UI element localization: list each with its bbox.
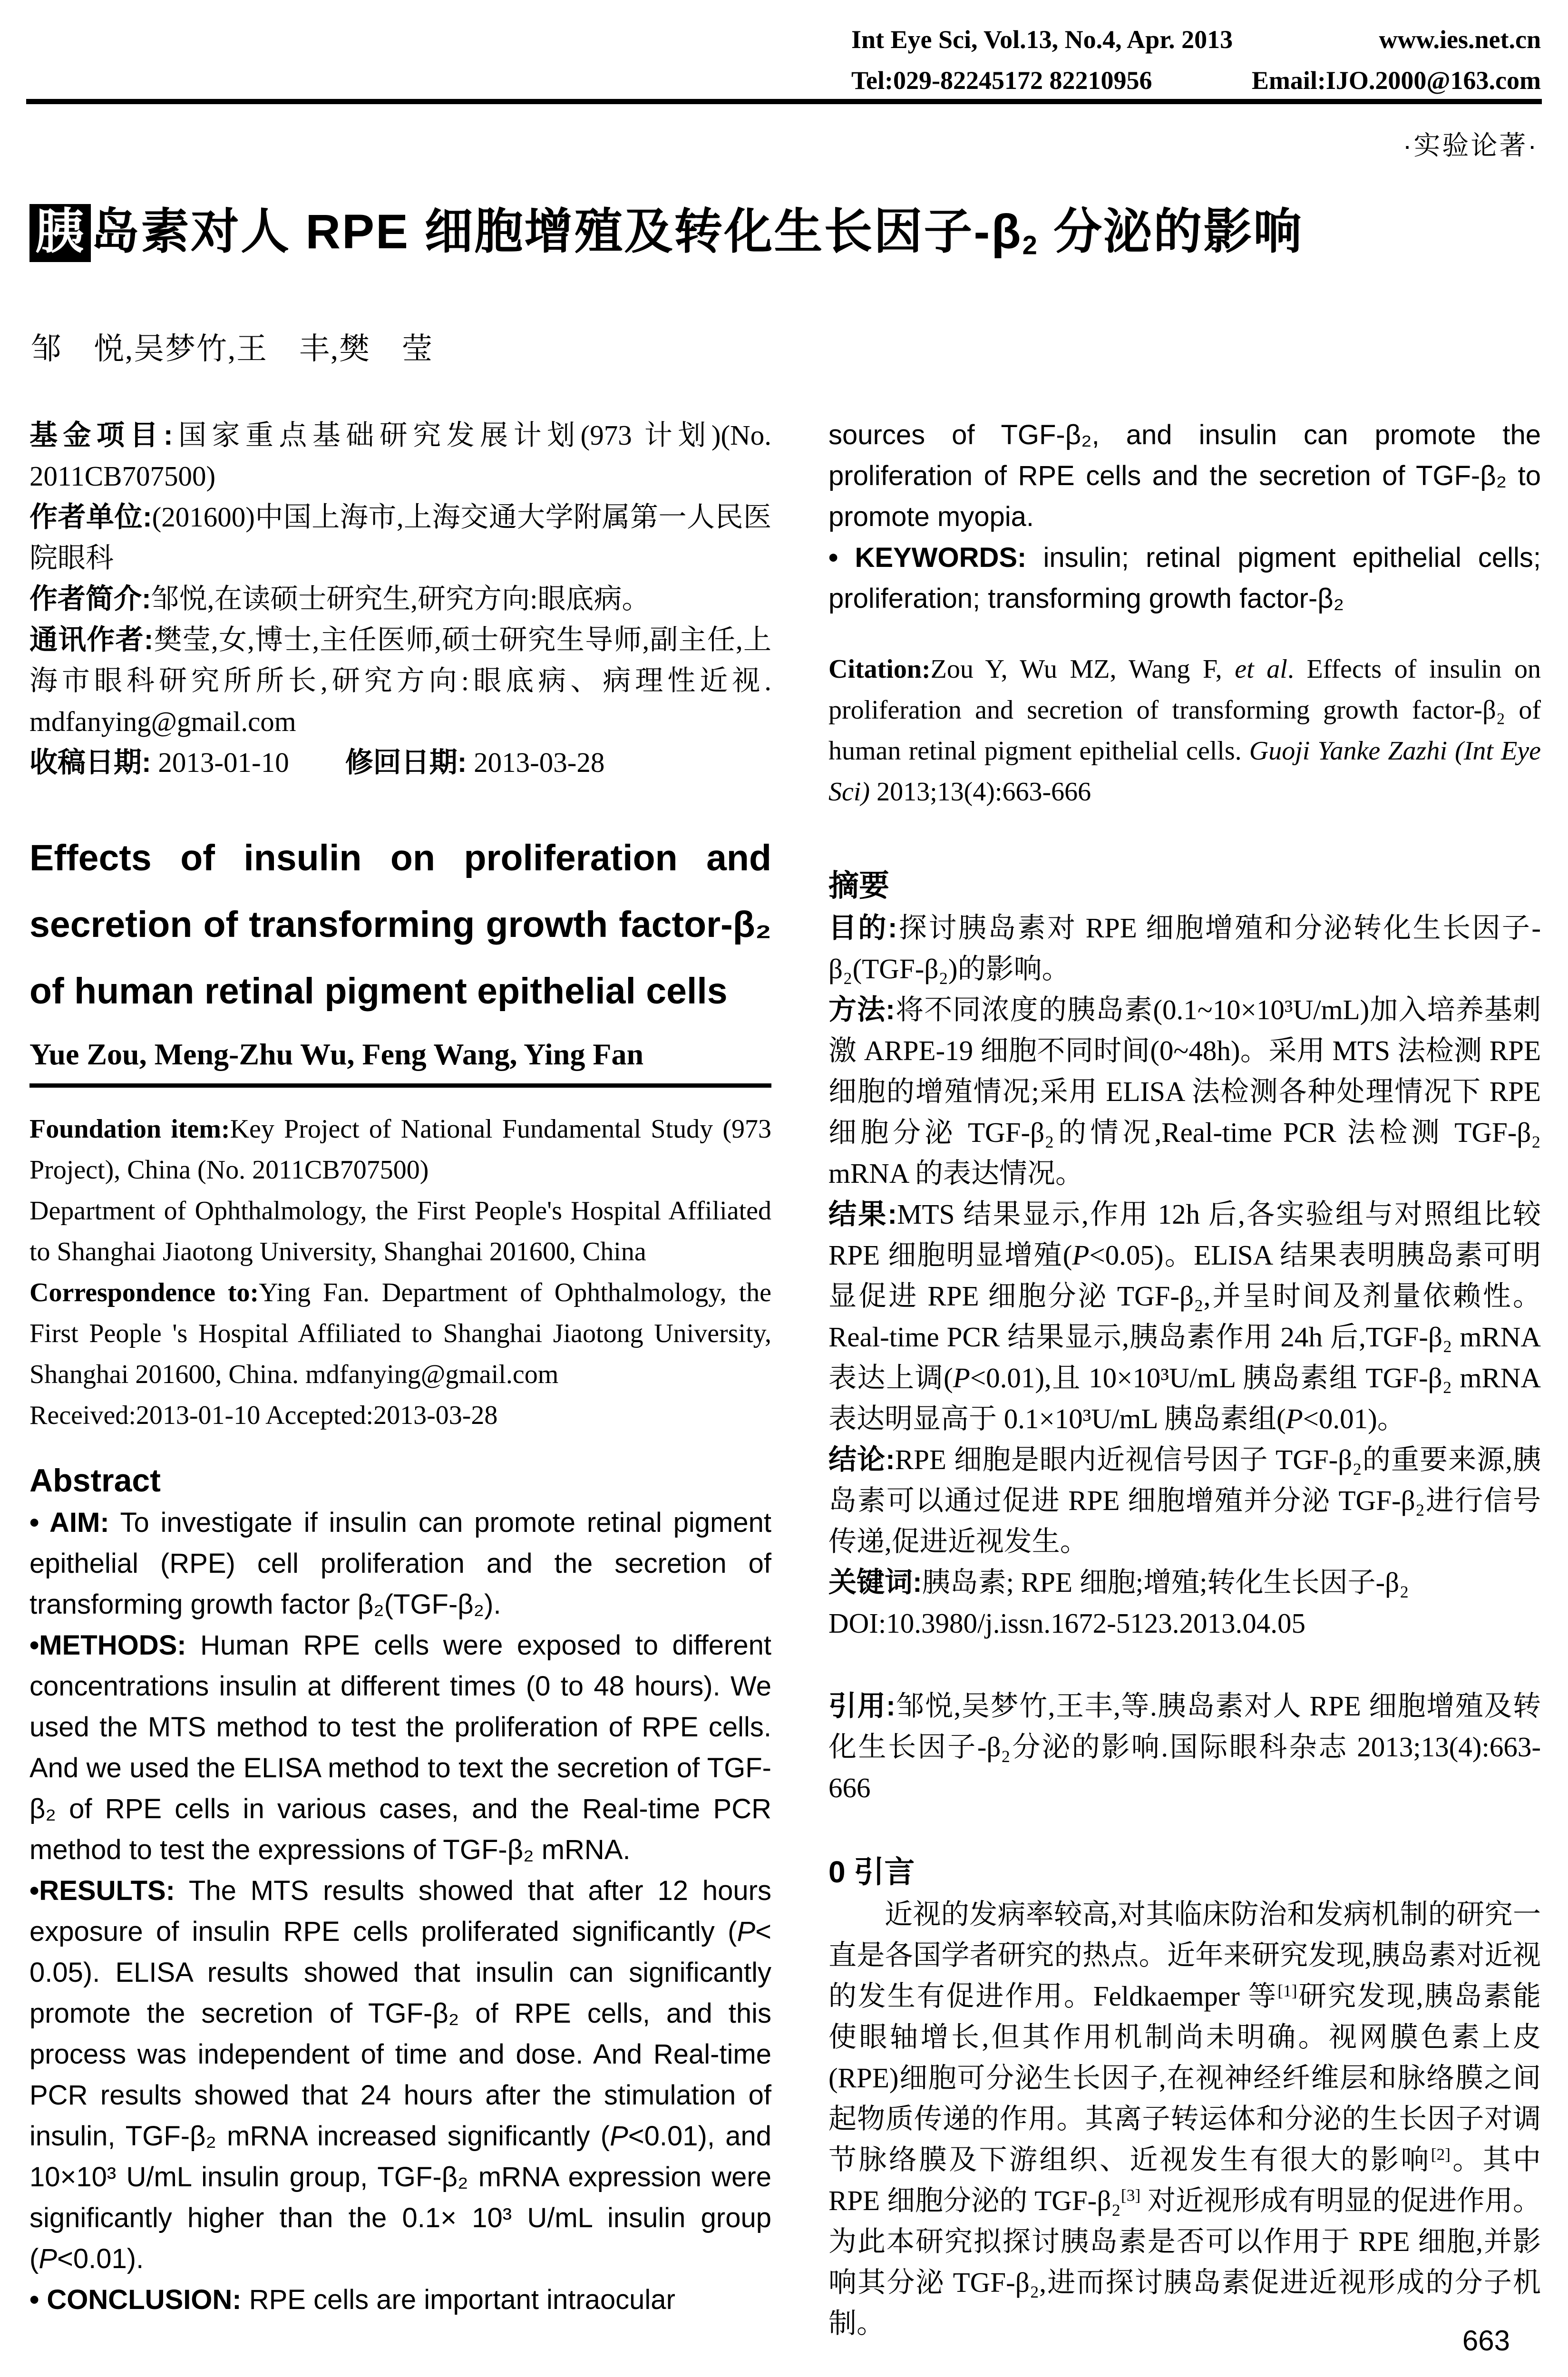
text-segment: P — [1072, 1239, 1090, 1271]
paragraph — [828, 989, 1541, 1194]
text-segment: RPE 细胞是眼内近视信号因子 TGF-β₂的重要来源,胰岛素可以通过促进 RPE 细胞增殖并分泌 TGF-β₂进行信号传递,促进近视发生。 — [828, 1444, 1541, 1557]
text-segment: 胰岛素; RPE 细胞;增殖;转化生长因子-β₂ — [922, 1567, 1409, 1598]
page-number: 663 — [1462, 2325, 1510, 2357]
text-segment: et al — [1235, 654, 1287, 684]
text-segment: 引用: — [828, 1690, 896, 1722]
text-segment: 岛素对人 RPE 细胞增殖及转化生长因子-β — [91, 205, 1023, 259]
text-segment: •METHODS: — [29, 1630, 186, 1661]
citation-cn — [828, 1685, 1541, 1808]
text-segment: DOI:10.3980/j.issn.1672-5123.2013.04.05 — [828, 1607, 1305, 1639]
article-authors-en: Yue Zou, Meng-Zhu Wu, Feng Wang, Ying Fan — [29, 1037, 644, 1071]
paragraph — [29, 1502, 771, 1625]
paragraph — [828, 1562, 1541, 1603]
fund-info-block — [29, 415, 771, 783]
journal-website: www.ies.net.cn — [1379, 25, 1541, 54]
text-segment: 研究发现,胰岛素能使眼轴增长,但其作用机制尚未明确。视网膜色素上皮(RPE)细胞可分泌生长因子,在视神经纤维层和脉络膜之间起物质传递的作用。其离子转运体和分泌的生长因子对调节脉络膜及下游组织、近视发生有很大的影响 — [828, 1980, 1541, 2175]
article-authors-cn: 邹 悦,吴梦竹,王 丰,樊 莹 — [31, 332, 433, 366]
text-segment: P — [953, 1362, 970, 1393]
text-segment: Received:2013-01-10 Accepted:2013-03-28 — [29, 1401, 498, 1430]
article-type-label: ·实验论著· — [1402, 130, 1539, 160]
text-segment: Correspondence to: — [29, 1278, 259, 1307]
text-segment: [3] — [1120, 2185, 1141, 2205]
journal-volume-info: Int Eye Sci, Vol.13, No.4, Apr. 2013 — [851, 25, 1233, 54]
text-segment: Human RPE cells were exposed to different concentrations insulin at different times (0 to 48 hours). We used the MTS method to test the proliferation of RPE cells. And we used the ELISA method to text the secretion of TGF-β₂ of RPE cells in various cases, and the Real-time PCR method to test the expressions of TGF-β₂ mRNA. — [29, 1630, 771, 1865]
text-segment: <0.01), and 10×10³ U/mL insulin group, TGF-β₂ mRNA expression were significantly higher than the 0.1× 10³ U/mL insulin group ( — [29, 2121, 771, 2274]
text-segment: To investigate if insulin can promote retinal pigment epithelial (RPE) cell proliferation and the secretion of transforming growth factor β₂(TGF-β₂). — [29, 1507, 771, 1620]
journal-email: Email:IJO.2000@163.com — [1251, 66, 1541, 95]
text-segment: sources of TGF-β₂, and insulin can promote the proliferation of RPE cells and the secretion of TGF-β₂ to promote myopia. — [828, 419, 1541, 532]
text-segment: 2013-03-28 — [467, 747, 605, 778]
text-segment: 2 — [1022, 230, 1039, 260]
text-segment: • CONCLUSION: — [29, 2284, 242, 2315]
text-segment: Key Project of National Fundamental Study (973 Project), China (No. 2011CB707500) — [29, 1114, 771, 1185]
text-segment: 邹悦,在读硕士研究生,研究方向:眼底病。 — [151, 583, 650, 614]
text-segment: 2013;13(4):663-666 — [870, 777, 1091, 807]
left-column — [29, 415, 771, 2320]
abstract-body — [29, 1502, 771, 2320]
text-segment: 近视的发病率较高,对其临床防治和发病机制的研究一直是各国学者研究的热点。近年来研究发现,胰岛素对近视的发生有促进作用。Feldkaemper 等 — [828, 1899, 1541, 2012]
text-segment: RPE cells are important intraocular — [241, 2284, 675, 2315]
text-segment: 结论: — [828, 1444, 895, 1475]
text-segment: MTS 结果显示,作用 12h 后,各实验组与对照组比较 RPE 细胞明显增殖( — [828, 1198, 1541, 1271]
text-segment: P — [1286, 1403, 1303, 1434]
paragraph — [828, 537, 1541, 619]
text-segment: 目的: — [828, 912, 897, 944]
paragraph — [29, 1625, 771, 1870]
text-segment: 分泌的影响 — [1038, 205, 1304, 259]
text-segment: 基金项目: — [29, 419, 173, 451]
text-segment: 通讯作者: — [29, 624, 154, 655]
journal-telephone: Tel:029-82245172 82210956 — [851, 66, 1152, 95]
journal-header — [851, 19, 1541, 101]
text-segment: P — [610, 2121, 628, 2152]
text-segment: 结果: — [828, 1198, 897, 1230]
right-column — [828, 415, 1541, 2344]
intro-heading: 0 引言 — [828, 1855, 915, 1889]
text-segment: <0.01). — [57, 2243, 144, 2274]
abstract-continuation — [828, 415, 1541, 619]
text-segment: . Effects of insulin on proliferation and secretion of transforming growth factor-β₂ of human retinal pigment epithelial cells. — [828, 654, 1541, 766]
text-segment: [1] — [1277, 1981, 1297, 2000]
text-segment: <0.01),且 10×10³U/mL 胰岛素组 TGF-β₂ mRNA 表达明显高于 0.1×10³U/mL 胰岛素组( — [828, 1362, 1541, 1434]
column-divider-rule — [29, 1083, 771, 1088]
text-segment: 对近视形成有明显的促进作用。为此本研究拟探讨胰岛素是否可以作用于 RPE 细胞,并影响其分泌 TGF-β₂,进而探讨胰岛素促进近视形成的分子机制。 — [828, 2185, 1541, 2339]
paragraph — [29, 1395, 771, 1436]
paragraph — [29, 742, 771, 783]
text-segment: 探讨胰岛素对 RPE 细胞增殖和分泌转化生长因子-β₂(TGF-β₂)的影响。 — [828, 912, 1541, 984]
text-segment: Foundation item: — [29, 1114, 230, 1144]
text-segment: <0.01)。 — [1303, 1403, 1405, 1434]
text-segment: 2013-01-10 — [151, 747, 345, 778]
abstract-cn-heading: 摘要 — [828, 868, 889, 903]
text-segment: Department of Ophthalmology, the First People's Hospital Affiliated to Shanghai Jiaotong University, Shanghai 201600, China — [29, 1196, 771, 1266]
text-segment: < 0.05). ELISA results showed that insulin can significantly promote the secretion of TGF-β₂ of RPE cells, and this process was independent of time and dose. And Real-time PCR results showed that 24 hours after the stimulation of insulin, TGF-β₂ mRNA increased significantly ( — [29, 1916, 771, 2152]
paragraph — [29, 578, 771, 619]
text-segment: 作者单位: — [29, 501, 152, 533]
text-segment: •RESULTS: — [29, 1875, 175, 1906]
foundation-info-block — [29, 1109, 771, 1436]
journal-info-line — [851, 19, 1541, 60]
text-segment: • KEYWORDS: — [828, 542, 1027, 573]
paragraph — [29, 2280, 771, 2320]
paragraph — [29, 1272, 771, 1395]
paragraph — [828, 1894, 1541, 2344]
text-segment: 邹悦,吴梦竹,王丰,等.胰岛素对人 RPE 细胞增殖及转化生长因子-β₂分泌的影响.国际眼科杂志 2013;13(4):663-666 — [828, 1690, 1541, 1803]
text-segment: 国家重点基础研究发展计划(973 计划)(No. 2011CB707500) — [29, 419, 771, 492]
text-segment: Ying Fan. Department of Ophthalmology, the First People 's Hospital Affiliated to Shanghai Jiaotong University, Shanghai 201600, China. mdfanying@gmail.com — [29, 1278, 772, 1389]
paragraph — [828, 1603, 1541, 1644]
article-title-cn — [29, 196, 1542, 267]
paragraph — [828, 415, 1541, 537]
text-segment: 将不同浓度的胰岛素(0.1~10×10³U/mL)加入培养基刺激 ARPE-19 细胞不同时间(0~48h)。采用 MTS 法检测 RPE 细胞的增殖情况;采用 ELISA 法检测各种处理情况下 RPE 细胞分泌 TGF-β₂的情况,Real-time PCR 法检测 TGF-β₂ mRNA 的表达情况。 — [828, 994, 1541, 1189]
text-segment: Citation: — [828, 654, 931, 684]
text-segment: 胰 — [29, 204, 91, 262]
citation-en — [828, 649, 1541, 812]
text-segment: Zou Y, Wu MZ, Wang F, — [930, 654, 1235, 684]
text-segment: 修回日期: — [345, 747, 467, 778]
text-segment: insulin; retinal pigment epithelial cells; proliferation; transforming growth factor-β₂ — [828, 542, 1541, 614]
text-segment: 收稿日期: — [29, 747, 151, 778]
paragraph — [29, 1190, 771, 1272]
paragraph — [29, 497, 771, 578]
abstract-cn-body — [828, 907, 1541, 1644]
text-segment: <0.05)。ELISA 结果表明胰岛素可明显促进 RPE 细胞分泌 TGF-β₂,并呈时间及剂量依赖性。Real-time PCR 结果显示,胰岛素作用 24h 后,TGF-β₂ mRNA 表达上调( — [828, 1239, 1541, 1393]
text-segment: P — [39, 2243, 58, 2274]
paragraph — [29, 1109, 771, 1190]
text-segment: (201600)中国上海市,上海交通大学附属第一人民医院眼科 — [29, 501, 772, 574]
paragraph — [29, 415, 771, 497]
text-segment: 作者简介: — [29, 583, 151, 614]
paragraph — [29, 1870, 771, 2280]
article-title-en: Effects of insulin on proliferation and secretion of transforming growth factor-β₂ of human retinal pigment epithelial cells — [29, 838, 771, 1012]
paragraph — [828, 1194, 1541, 1439]
text-segment: 樊莹,女,博士,主任医师,硕士研究生导师,副主任,上海市眼科研究所所长,研究方向:眼底病、病理性近视. mdfanying@gmail.com — [29, 624, 771, 737]
text-segment: 方法: — [828, 994, 895, 1025]
paragraph — [29, 619, 771, 742]
text-segment: P — [737, 1916, 756, 1947]
journal-contact-line — [851, 60, 1541, 101]
header-divider-rule — [26, 99, 1542, 104]
text-segment: 关键词: — [828, 1567, 922, 1598]
text-segment: Guoji Yanke Zazhi (Int Eye Sci) — [828, 736, 1541, 807]
paragraph — [828, 907, 1541, 989]
text-segment: • AIM: — [29, 1507, 109, 1538]
text-segment: [2] — [1431, 2144, 1451, 2164]
text-segment: 。其中 RPE 细胞分泌的 TGF-β₂ — [828, 2144, 1541, 2216]
paragraph — [828, 1439, 1541, 1562]
text-segment: The MTS results showed that after 12 hours exposure of insulin RPE cells proliferated significantly ( — [29, 1875, 771, 1947]
abstract-heading: Abstract — [29, 1462, 161, 1499]
intro-body — [828, 1894, 1541, 2344]
